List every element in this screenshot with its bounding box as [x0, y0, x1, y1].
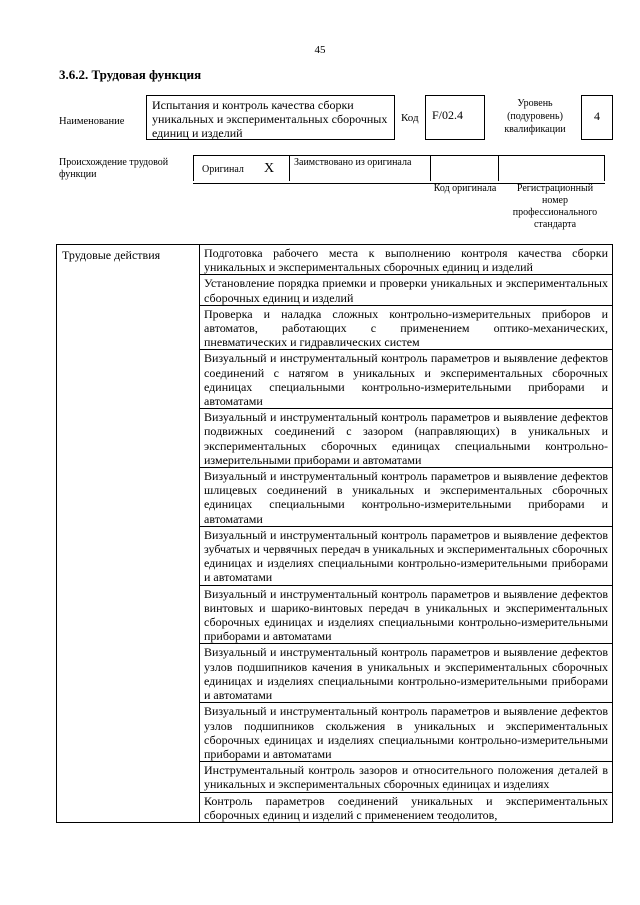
original-mark: X [264, 161, 275, 176]
action-row: Визуальный и инструментальный контроль параметров и выявление дефектов зубчатых и червячных передач в уникальных и экспериментальных сборочных единицах и изделиях специальными контрольно-измерительными приборами и автоматами [200, 527, 612, 586]
origin-label: Происхождение трудовой функции [59, 157, 169, 180]
function-name-box: Испытания и контроль качества сборки уникальных и экспериментальных сборочных единиц и изделий [146, 95, 395, 140]
action-row: Визуальный и инструментальный контроль параметров и выявление дефектов винтовых и шарико-винтовых передач в уникальных и экспериментальных сборочных единицах и изделиях специальными контрольно-измерительными приборами и автоматами [200, 586, 612, 645]
action-row: Подготовка рабочего места к выполнению контроля качества сборки уникальных и экспериментальных сборочных единиц и изделий [200, 245, 612, 275]
action-row: Установление порядка приемки и проверки уникальных и экспериментальных сборочных единиц и изделий [200, 275, 612, 305]
action-row: Инструментальный контроль зазоров и относительного положения деталей в уникальных и экспериментальных сборочных единицах и изделиях [200, 762, 612, 792]
action-row: Визуальный и инструментальный контроль параметров и выявление дефектов шлицевых соединений в уникальных и экспериментальных сборочных единицах специальными контрольно-измерительными приборами и автоматами [200, 468, 612, 527]
reg-number-caption: Регистрационный номер профессионального стандарта [512, 183, 598, 230]
code-label: Код [401, 112, 419, 124]
labor-actions-table [56, 244, 613, 823]
name-label: Наименование [59, 116, 125, 127]
borrowed-cell: Заимствовано из оригинала [289, 156, 430, 181]
level-label: Уровень (подуровень) квалификации [504, 98, 566, 135]
original-cell [193, 156, 289, 181]
action-row: Проверка и наладка сложных контрольно-измерительных приборов и автоматов, работающих с применением оптико-механических, пневматических и гидравлических систем [200, 306, 612, 351]
action-row: Визуальный и инструментальный контроль параметров и выявление дефектов подвижных соединений с зазором (направляющих) в уникальных и экспериментальных сборочных единицах специальными контрольно-измерительными приборами и автоматами [200, 409, 612, 468]
origin-grid [193, 155, 605, 184]
action-row: Визуальный и инструментальный контроль параметров и выявление дефектов узлов подшипников качения в уникальных и экспериментальных сборочных единицах и изделиях специальными контрольно-измерительными приборами и автоматами [200, 644, 612, 703]
action-row: Визуальный и инструментальный контроль параметров и выявление дефектов соединений с натягом в уникальных и экспериментальных сборочных единицах специальными контрольно-измерительными приборами и автоматами [200, 350, 612, 409]
level-value-box: 4 [581, 95, 613, 140]
reg-number-cell [498, 156, 605, 181]
original-code-cell [430, 156, 498, 181]
actions-label: Трудовые действия [57, 245, 200, 822]
action-row: Визуальный и инструментальный контроль параметров и выявление дефектов узлов подшипников скольжения в уникальных и экспериментальных сборочных единицах и изделиях специальными контрольно-измерительными приборами и автоматами [200, 703, 612, 762]
page-number: 45 [314, 44, 326, 56]
action-row: Контроль параметров соединений уникальных и экспериментальных сборочных единиц и изделий с применением теодолитов, [204, 793, 608, 822]
original-code-caption: Код оригинала [433, 183, 497, 194]
original-label: Оригинал [202, 164, 244, 175]
actions-list [200, 245, 612, 822]
section-title: 3.6.2. Трудовая функция [59, 67, 202, 82]
code-value-box: F/02.4 [425, 95, 485, 140]
